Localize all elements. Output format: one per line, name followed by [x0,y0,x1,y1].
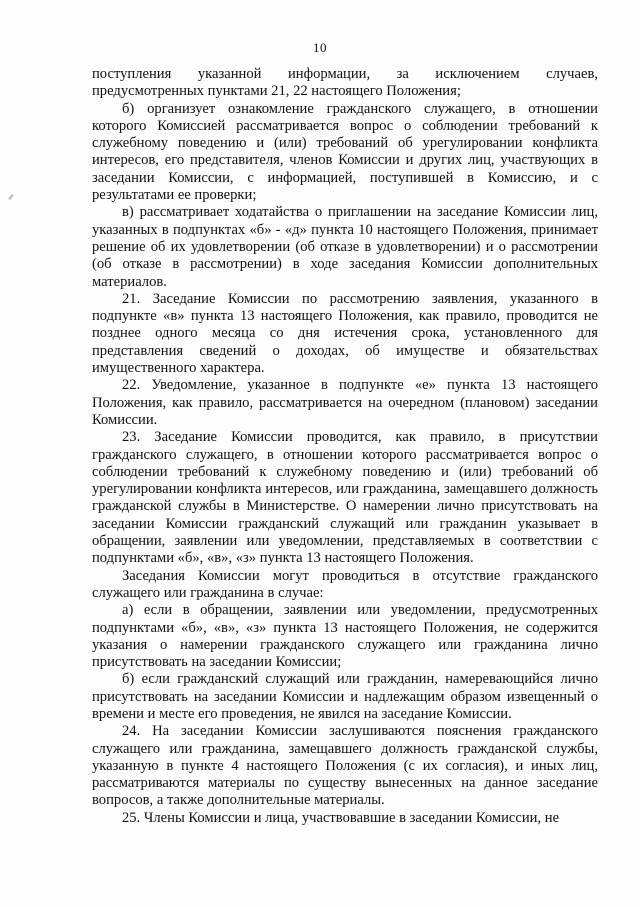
paragraph-11: 25. Члены Комиссии и лица, участвовавшие в заседании Комиссии, не [122,809,560,826]
paragraph-5: 22. Уведомление, указанное в подпункте «е» пункта 13 настоящего Положения, как правило, рассматривается на очередном (плановом) заседании Комиссии. [92,377,598,428]
paragraph-1: поступления указанной информации, за исключением случаев, предусмотренных пунктами 21, 22 настоящего Положения; [92,66,598,100]
scan-artifact-mark [8,194,13,200]
document-body [92,66,598,827]
paragraph-2: б) организует ознакомление гражданского служащего, в отношении которого Комиссией рассматривается вопрос о соблюдении требований к служебному поведению и (или) требований об урегулировании конфликта интересов, его представителя, членов Комиссии и других лиц, участвующих в заседании Комиссии, с информацией, поступившей в Комиссию, и с результатами ее проверки; [92,100,598,204]
paragraph-8: а) если в обращении, заявлении или уведомлении, предусмотренных подпунктами «б», «в», «з» пункта 13 настоящего Положения, не содержится указания о намерении гражданского служащего или гражданина лично присутствовать на заседании Комиссии; [92,602,598,671]
page-number: 10 [313,40,327,55]
paragraph-10: 24. На заседании Комиссии заслушиваются пояснения гражданского служащего или гражданина, замещавшего должность гражданской службы, указанную в пункте 4 настоящего Положения (с их согласия), и иных лиц, рассматриваются материалы по существу вынесенных на данное заседание вопросов, а также дополнительные материалы. [92,723,598,809]
paragraph-9: б) если гражданский служащий или гражданин, намеревающийся лично присутствовать на заседании Комиссии и надлежащим образом извещенный о времени и месте его проведения, не явился на заседание Комиссии. [92,671,598,722]
paragraph-6: 23. Заседание Комиссии проводится, как правило, в присутствии гражданского служащего, в отношении которого рассматривается вопрос о соблюдении требований к служебному поведению и (или) требований об урегулировании конфликта интересов, или гражданина, замещавшего должность гражданской службы в Министерстве. О намерении лично присутствовать на заседании Комиссии гражданский служащий или гражданин указывает в обращении, заявлении или уведомлении, представляемых в соответствии с подпунктами «б», «в», «з» пункта 13 настоящего Положения. [92,429,598,567]
paragraph-3: в) рассматривает ходатайства о приглашении на заседание Комиссии лиц, указанных в подпунктах «б» - «д» пункта 10 настоящего Положения, принимает решение об их удовлетворении (об отказе в удовлетворении) и о рассмотрении (об отказе в рассмотрении) в ходе заседания Комиссии дополнительных материалов. [92,204,598,290]
paragraph-4: 21. Заседание Комиссии по рассмотрению заявления, указанного в подпункте «в» пункта 13 настоящего Положения, как правило, проводится не позднее одного месяца со дня истечения срока, установленного для представления сведений о доходах, об имуществе и обязательствах имущественного характера. [92,290,598,377]
paragraph-7: Заседания Комиссии могут проводиться в отсутствие гражданского служащего или гражданина в случае: [92,567,598,601]
